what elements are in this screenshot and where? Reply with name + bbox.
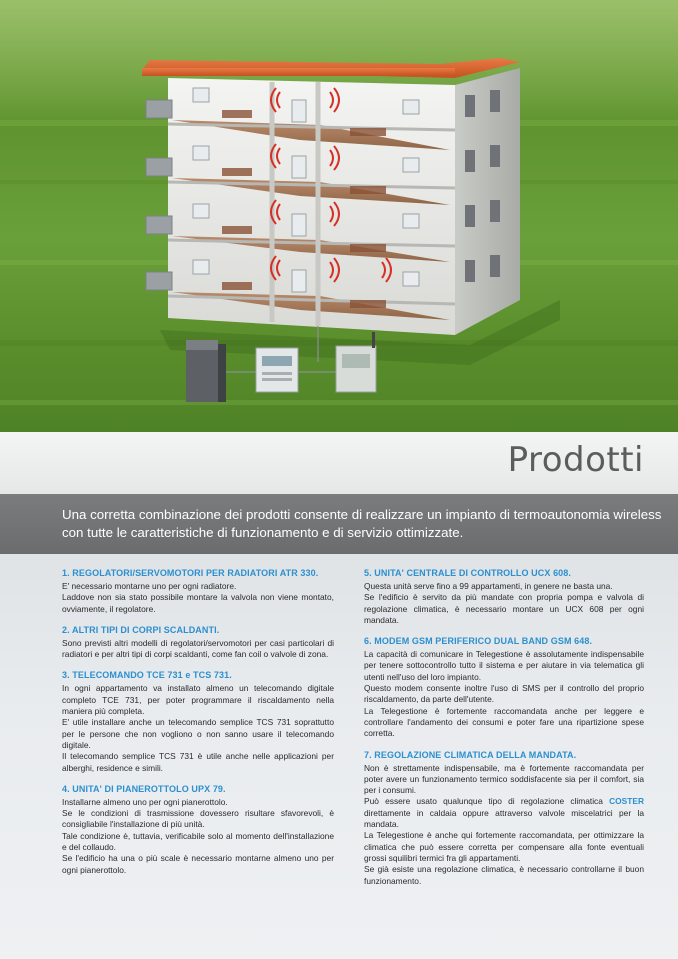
- right-column: [364, 568, 644, 897]
- section-paragraph-brand: Può essere usato qualunque tipo di regolazione climatica COSTER direttamente in caldaia oppure attraverso valvole miscelatrici per la mandata.: [364, 796, 644, 830]
- section-paragraph: Non è strettamente indispensabile, ma è fortemente raccomandata per poter avere un funzionamento termico soddisfacente sia per il comfort, sia per i consumi.: [364, 762, 644, 796]
- section-paragraph: La Telegestione è fortemente raccomandata anche per leggere e controllare l'andamento dei consumi e poter fare una ripartizione spese corretta.: [364, 705, 644, 739]
- left-column: [62, 568, 334, 886]
- section-modem-gsm: [364, 636, 644, 739]
- section-paragraph: E' utile installare anche un telecomando semplice TCS 731 soprattutto per le persone che non vogliono o non sanno usare il telecomando digitale.: [62, 717, 334, 750]
- section-paragraph: La Telegestione è anche qui fortemente raccomandata, per ottimizzare la climatica che può essere corretta per compensare alla fonte eventuali grossi squilibri termici fra gli appartamenti.: [364, 830, 644, 863]
- section-paragraph: Questo modem consente inoltre l'uso di SMS per il controllo del proprio riscaldamento, da parte dell'utente.: [364, 683, 644, 705]
- section-regolatori: [62, 568, 334, 615]
- intro-band: [0, 494, 678, 554]
- section-paragraph: Se l'edificio ha una o più scale è necessario montarne almeno uno per ogni pianerottolo.: [62, 853, 334, 875]
- section-heading: 4. UNITA' DI PIANEROTTOLO UPX 79.: [62, 783, 226, 794]
- section-paragraph: Questa unità serve fino a 99 appartamenti, in genere ne basta una.: [364, 581, 613, 591]
- section-paragraph: La capacità di comunicare in Telegestione è assolutamente indispensabile per tenere sottocontrollo tutto il sistema e per aiutare in via telematica gli utenti nell'uso del loro impianto.: [364, 649, 644, 682]
- section-paragraph: E' necessario montarne uno per ogni radiatore.: [62, 581, 237, 591]
- brand-name: COSTER: [609, 796, 644, 807]
- section-paragraph: Se le condizioni di trasmissione dovessero risultare sfavorevoli, è consigliabile l'installazione di più unità.: [62, 808, 334, 830]
- section-paragraph: Sono previsti altri modelli di regolatori/servomotori per casi particolari di radiatori e per altri tipi di corpi scaldanti, come fan coil o valvole di zona.: [62, 637, 334, 660]
- intro-text: Una corretta combinazione dei prodotti consente di realizzare un impianto di termoautonomia wireless con tutte le caratteristiche di funzionamento e di servizio ottimizzate.: [62, 507, 662, 540]
- building-side-wall: [455, 68, 520, 335]
- section-regolazione-climatica: [364, 750, 644, 887]
- section-paragraph: Il telecomando semplice TCS 731 è utile anche nelle applicazioni per alberghi, residence e simili.: [62, 751, 334, 773]
- building-cutaway-illustration: [0, 0, 678, 432]
- section-corpi-scaldanti: [62, 625, 334, 661]
- section-telecomando: [62, 670, 334, 773]
- section-heading: 3. TELECOMANDO TCE 731 e TCS 731.: [62, 670, 232, 681]
- section-pianerottolo: [62, 784, 334, 876]
- section-heading: 5. UNITA' CENTRALE DI CONTROLLO UCX 608.: [364, 568, 571, 578]
- section-paragraph: Installarne almeno uno per ogni pianerottolo.: [62, 796, 228, 807]
- hero-illustration: [0, 0, 678, 432]
- section-paragraph: Se l'edificio è servito da più mandate con propria pompa e valvola di regolazione climatica, è necessario montare un UCX 608 per ogni mandata.: [364, 592, 644, 625]
- section-paragraph: In ogni appartamento va installato almeno un telecomando digitale completo TCE 731, per poter programmare il riscaldamento nella maniera più completa.: [62, 683, 334, 717]
- boiler-unit: [186, 340, 226, 402]
- section-paragraph: Laddove non sia stato possibile montare la valvola non viene montato, ovviamente, il regolatore.: [62, 592, 334, 614]
- title-band: [0, 432, 678, 494]
- section-paragraph: Se già esiste una regolazione climatica, è necessario controllarne il buon funzionamento.: [364, 864, 644, 886]
- content-area: [0, 554, 678, 959]
- page-title: Prodotti: [507, 440, 644, 480]
- central-control-unit: [256, 348, 298, 392]
- section-heading: 2. ALTRI TIPI DI CORPI SCALDANTI.: [62, 624, 220, 635]
- section-heading: 1. REGOLATORI/SERVOMOTORI PER RADIATORI ATR 330.: [62, 568, 319, 578]
- section-heading: 6. MODEM GSM PERIFERICO DUAL BAND GSM 648.: [364, 636, 593, 647]
- section-heading: 7. REGOLAZIONE CLIMATICA DELLA MANDATA.: [364, 749, 577, 760]
- section-paragraph: Tale condizione è, tuttavia, verificabile solo al momento dell'installazione e del collaudo.: [62, 830, 334, 853]
- section-unita-centrale: [364, 568, 644, 626]
